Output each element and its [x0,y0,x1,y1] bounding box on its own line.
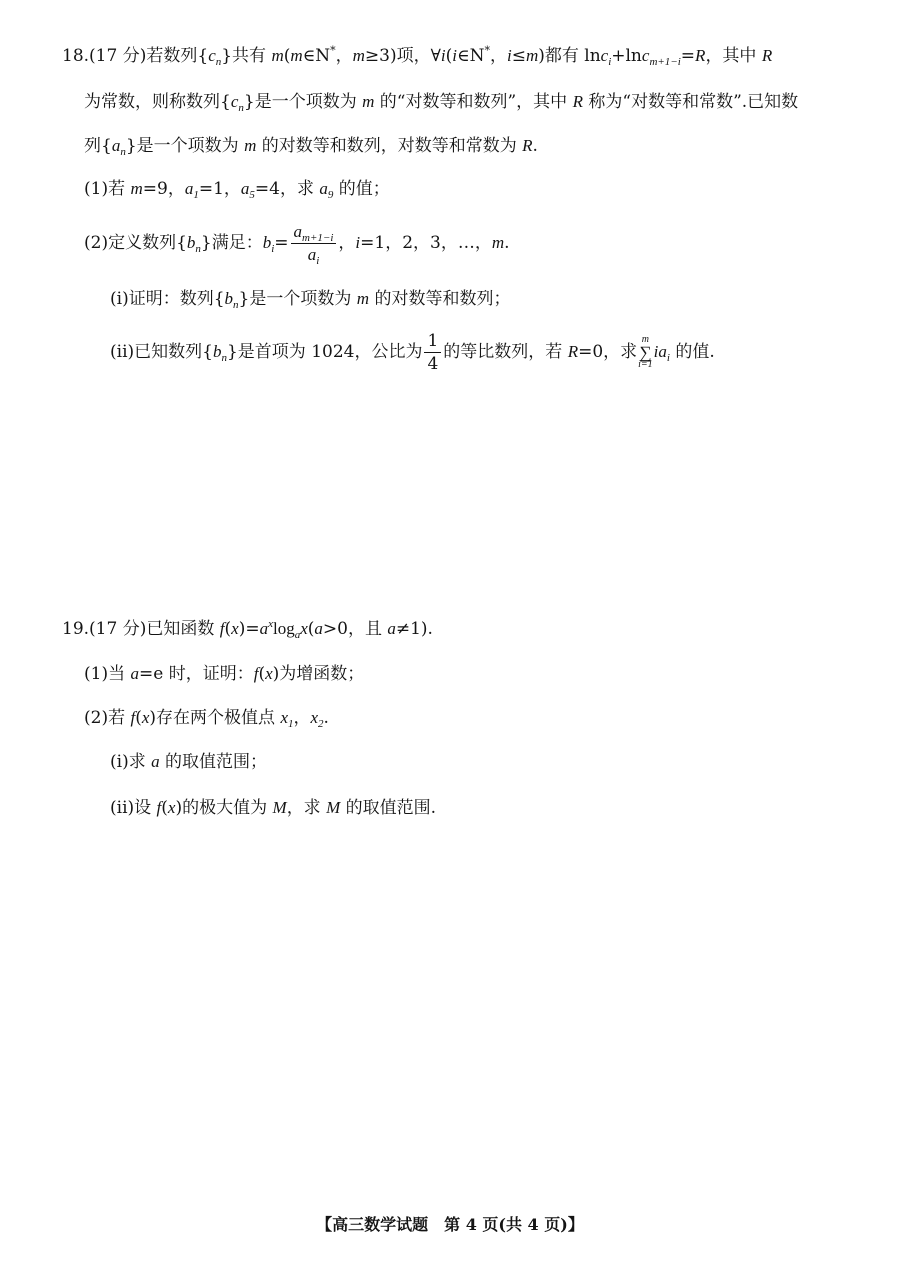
fraction-numerator: 1 [424,331,441,353]
q19-text: ( [307,619,315,639]
q18-text: 的对数等和数列； [369,289,511,309]
q18-text: )都有 ln [538,46,601,66]
math-var: a [151,752,160,771]
q19-text: (i)求 [110,752,152,772]
q19-text: (ii)设 [110,798,157,818]
q18-line-3 [84,134,538,158]
q19-text: ≠1). [395,619,433,639]
q18-part-2 [84,222,510,265]
q18-text: +ln [611,46,642,66]
math-var: x [141,708,150,727]
sum-upper: m [641,334,650,345]
q18-text: ，其中 [705,46,762,66]
q18-text: =1，2，3，…， [360,233,492,253]
math-var: $a^x$ [259,618,273,638]
math-var: $c_n$ [230,92,244,114]
q18-text: ≤ [511,46,526,66]
q19-text: )为增函数； [272,664,365,684]
q18-text: 若数列{ [146,46,209,66]
q19-text: 的取值范围； [159,752,268,772]
math-var: f [130,708,136,727]
q19-part-2-ii: (ii)设 f(x)的极大值为 M，求 M 的取值范围. [110,798,437,818]
math-var: $a_1$ [184,179,199,201]
math-var: R [572,92,583,111]
math-var: i [452,46,457,65]
q19-text: log [272,619,295,638]
math-var: m [352,46,365,65]
q18-text: 的值. [669,342,715,362]
q18-text: }是一个项数为 [238,289,357,309]
q19-text: . [323,708,329,728]
fraction-denominator: 4 [427,354,439,374]
q19-part-1: (1)当 a=e 时，证明：f(x)为增函数； [84,664,365,684]
q18-text: }是一个项数为 [243,92,363,112]
q18-text: =1， [198,179,241,199]
q18-text: (i)证明：数列{ [110,289,225,309]
math-var: $b_n$ [212,342,227,364]
q18-text: . [532,136,538,156]
math-var: m [362,92,375,111]
math-var: i [355,233,361,252]
math-var: m [130,179,143,198]
q19-text: (1)当 [84,664,131,684]
math-var: f [219,619,225,638]
q19-text: )= [238,619,260,639]
math-var: $b_n$ [224,289,239,311]
q19-number: 19. [62,619,90,639]
q19-part-2: (2)若 f(x)存在两个极值点 $x_1$，$x_2$. [84,708,329,730]
math-var: R [522,136,533,155]
q18-part-2-i [110,287,510,311]
summation: m ∑ i=1 [638,334,653,370]
q19-part-2-i [110,750,267,774]
math-var: f [253,664,259,683]
q18-text: ， [338,233,356,253]
q18-text: 称为“对数等和常数”.已知数 [582,92,799,112]
math-var: M [272,798,287,817]
q18-text: =4，求 [254,179,320,199]
math-var: f [156,798,162,817]
math-var: i [506,46,512,65]
fraction: $\frac{a_{m+1-i}}{a_i}$ [291,222,337,265]
math-var: R [567,342,579,361]
q18-text: }是一个项数为 [125,136,245,156]
q18-text: (2)定义数列{ [84,233,187,253]
q18-part-1 [84,177,390,201]
math-var: $c_n$ [208,46,222,68]
q18-text: ( [445,46,453,66]
q18-text: =9， [142,179,185,199]
q18-score: (17 分) [89,46,147,66]
q18-part-2-ii [110,331,715,374]
q18-text: }共有 [221,46,272,66]
q18-text: ∈N [456,46,485,66]
q19-text: (2)若 [84,708,131,728]
q19-text: )的极大值为 [175,798,273,818]
math-var: a [314,619,323,638]
math-var: R [695,46,706,65]
q18-text: 的值； [333,179,390,199]
q18-text: * [330,44,336,57]
sum-lower: i=1 [638,359,653,370]
q18-text: 为常数，则称数列{ [84,92,231,112]
q18-text: (1)若 [84,179,131,199]
math-var: R [761,46,773,65]
q19-text: ( [224,619,232,639]
q19-text: =e 时，证明： [138,664,254,684]
q18-text: =0，求 [578,342,638,362]
page-footer: 【高三数学试题 第 4 页(共 4 页)】 [316,1215,584,1234]
math-var: $ia_i$ [653,342,670,364]
math-var: $b_n$ [186,233,201,255]
q18-text: * [484,44,490,57]
q18-line-1: 18.(17 分)若数列$\{c_n\}$共有 m(m∈N*，m≥3)项，∀i(i∈N*，i≤m)都有 lnc$_i$+lnc$_{m+1-i}$=R，其中 R [62,44,773,68]
math-var: $a_n$ [111,136,126,158]
math-var: x [300,619,308,638]
math-var: a [294,629,301,641]
math-var: m [491,233,505,252]
q19-text: 已知函数 [146,619,220,639]
q18-text: . [504,233,510,253]
q19-text: >0，且 [322,619,388,639]
math-var: $x_1$ [280,708,294,730]
math-var: x [265,664,273,683]
math-var: x [231,619,239,638]
math-var: $a_9$ [319,179,334,201]
q18-text: = [274,233,289,253]
q18-text: 的等比数列，若 [443,342,568,362]
q19-text: 的取值范围. [340,798,437,818]
math-var: m [271,46,284,65]
math-var: m [290,46,303,65]
math-var: m [244,136,257,155]
q18-line-2 [84,90,798,114]
math-var: i [440,46,446,65]
q18-text: ≥3)项，∀ [364,46,441,66]
q19-text: ， [293,708,311,728]
q18-text: 的对数等和数列，对数等和常数为 [256,136,523,156]
q18-text: ( [283,46,291,66]
math-var: $x_2$ [310,708,324,730]
math-var: m [525,46,539,65]
math-var: x [167,798,176,817]
q18-text: ∈N [302,46,331,66]
q18-number: 18. [62,46,90,66]
math-var: m [356,289,370,308]
math-var: $c_i$ [600,46,612,68]
q18-text: }满足： [200,233,263,253]
q18-text: = [680,46,696,66]
math-var: a [387,619,396,638]
q18-text: (ii)已知数列{ [110,342,213,362]
q18-text: 的“对数等和数列”，其中 [374,92,573,112]
math-var: M [326,798,341,817]
math-var: $b_i$ [262,233,275,255]
math-var: a [130,664,139,683]
q18-text: }是首项为 1024，公比为 [226,342,423,362]
math-var: $c_{m+1-i}$ [641,46,681,68]
q19-text: )存在两个极值点 [149,708,281,728]
fraction [424,331,441,374]
q19-score: (17 分) [89,619,147,639]
q18-text: 列{ [84,136,112,156]
math-var: $a_5$ [240,179,255,201]
q19-text: ，求 [286,798,327,818]
q19-line-1 [62,617,433,641]
